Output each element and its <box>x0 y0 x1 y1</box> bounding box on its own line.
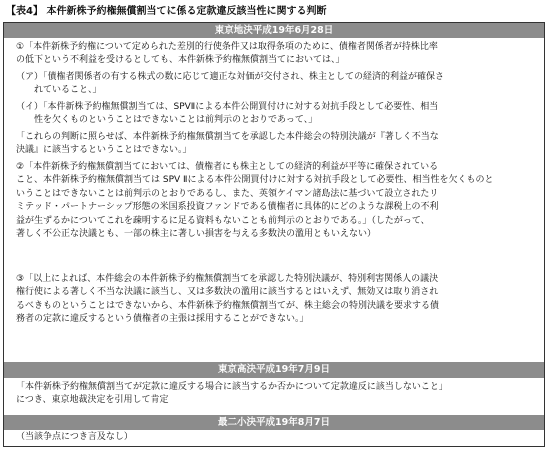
table-title: 【表4】 本件新株予約権無償割当てに係る定款違反該当性に関する判断 <box>6 6 327 17</box>
quote-paragraph-i: （イ）「本件新株予約権無償割当ては、SPVⅡによる本件公開買付けに対する対抗手段として必要性、相当 性を欠くものということはできないことは前判示のとおりであって、」 <box>16 102 439 126</box>
quote-paragraph-a: （ア）「債権者関係者の有する株式の数に応じて適正な対価が交付され、株主としての経済的利益が確保さ れていること、」 <box>16 72 445 96</box>
high-court-summary: 「本件新株予約権無償割当てが定款に違反する場合に該当するか否かについて定款違反に該当しないこと」 につき、東京地裁決定を引用して肯定 <box>16 382 448 406</box>
quote-paragraph-1: ①「本件新株予約権について定められた差別的行使条件又は取得条項のために、債権者関係者が持株比率 の低下という不利益を受けるとしても、本件新株予約権無償割当てにおいては、」 <box>16 42 438 66</box>
court-header-district: 東京地決平成19年6月28日 <box>4 23 544 38</box>
quote-paragraph-3: ③「以上によれば、本件総会の本件新株予約権無償割当てを承認した特別決議が、特別利害関係人の議決 権行使による著しく不当な決議に該当し、又は多数決の濫用に該当するとはいえず、無効又は取り消され るべきものということはできないから、本件新株予約権無償割当てが、株主総会の特別決議を要求する債 務者の定款に違反するという債権者の主張は採用することができない。」 <box>16 274 440 325</box>
supreme-court-section <box>4 430 544 446</box>
high-court-section <box>4 378 544 415</box>
ruling-table <box>3 22 545 447</box>
district-court-section <box>4 38 544 362</box>
court-header-supreme: 最二小決平成19年8月7日 <box>4 415 544 430</box>
court-header-high: 東京高決平成19年7月9日 <box>4 362 544 378</box>
quote-conclusion: 「これらの判断に照らせば、本件新株予約権無償割当てを承認した本件総会の特別決議が『著しく不当な 決議』に該当するということはできない。」 <box>16 132 439 156</box>
quote-paragraph-2: ②「本件新株予約権無償割当てにおいては、債権者にも株主としての経済的利益が平等に確保されている こと、本件新株予約権無償割当ては SPV Ⅱによる本件公開買付けに対する対抗手段として必要性、相当性を欠くものと いうことはできないことは前判示のとおりであるし、また、英領ケイマン諸島法に基づいて設立されたリ ミテッド・パートナーシップ形態の米国系投資ファンドである債権者に具体的にどのような課税上の不利 益が生ずるかについてこれを疎明するに足る資料もないことも前判示のとおりである。」（したがって、 著しく不公正な決議とも、一部の株主に著しい損害を与える多数決の濫用ともいえない） <box>16 162 494 240</box>
supreme-court-summary: （当該争点につき言及なし） <box>16 432 133 442</box>
